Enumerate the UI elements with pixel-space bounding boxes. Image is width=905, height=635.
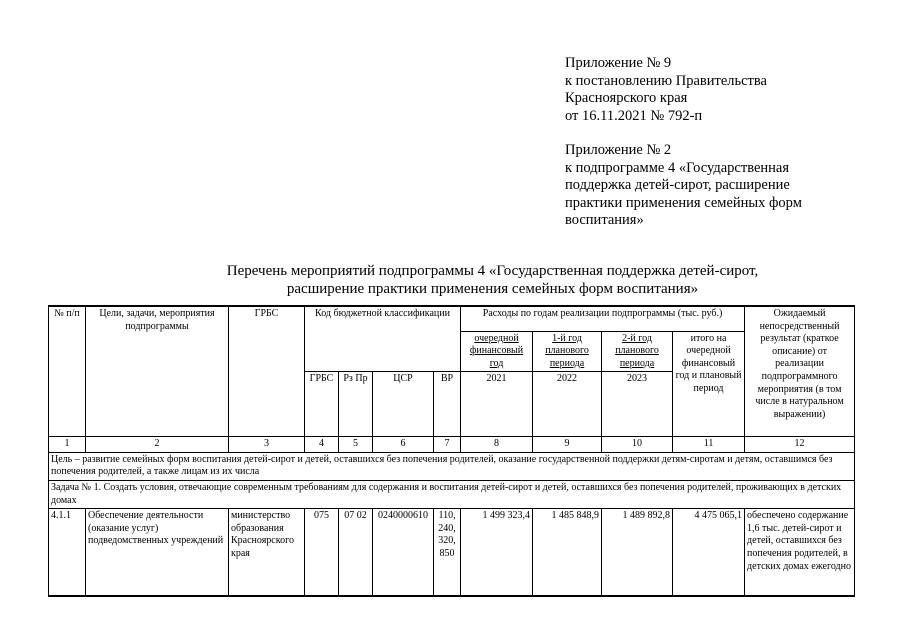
- column-number: 7: [434, 437, 461, 453]
- measures-table: [48, 305, 855, 597]
- header-result: Ожидаемый непосредственный результат (краткое описание) от реализации подпрограммного мероприятия (в том числе в натуральном выражении): [745, 306, 855, 437]
- header-current-year: [461, 331, 533, 372]
- header-budget-spacer: [305, 331, 461, 372]
- appendix-9-block: [565, 55, 767, 125]
- appendix-line: Приложение № 9: [565, 55, 672, 71]
- header-current-year-label: очередной финансовый год: [469, 332, 524, 369]
- task-row: Задача № 1. Создать условия, отвечающие современным требованиям для содержания и воспитания детей-сирот и детей, оставшихся без попечения родителей, проживающих в детских домах: [49, 481, 855, 509]
- document-title: [40, 262, 905, 298]
- header-year-2022: 2022: [533, 372, 602, 437]
- column-number: 9: [533, 437, 602, 453]
- header-rzpr: Рз Пр: [339, 372, 373, 437]
- header-goals: Цели, задачи, мероприятия подпрограммы: [86, 306, 229, 437]
- appendix-line: практики применения семейных форм: [565, 194, 802, 211]
- row-csr: 0240000610: [373, 509, 434, 597]
- row-value-2022: 1 485 848,9: [533, 509, 602, 597]
- header-plan2-label: 2-й год планового периода: [615, 332, 659, 369]
- header-num: № п/п: [49, 306, 86, 437]
- row-grbs-code: 075: [305, 509, 339, 597]
- header-year-2021: 2021: [461, 372, 533, 437]
- column-number: 11: [673, 437, 745, 453]
- header-grbs: ГРБС: [229, 306, 305, 437]
- goal-row: Цель – развитие семейных форм воспитания детей-сирот и детей, оставшихся без попечения родителей, оказание государственной поддержки детям-сиротам и детям, оставшимся без попечения родителей, а также лицам из их числа: [49, 452, 855, 480]
- appendix-line: поддержка детей-сирот, расширение: [565, 177, 790, 193]
- row-grbs: министерство образования Красноярского края: [229, 509, 305, 597]
- header-expenses: Расходы по годам реализации подпрограммы (тыс. руб.): [461, 306, 745, 331]
- column-number: 6: [373, 437, 434, 453]
- header-budget-code: Код бюджетной классификации: [305, 306, 461, 331]
- row-value-2023: 1 489 892,8: [602, 509, 673, 597]
- appendix-line: от 16.11.2021 № 792-п: [565, 107, 703, 124]
- column-number: 12: [745, 437, 855, 453]
- appendix-line: Красноярского края: [565, 90, 688, 106]
- row-vr: 110, 240, 320, 850: [434, 509, 461, 597]
- appendix-line: воспитания»: [565, 212, 644, 228]
- header-plan2: [602, 331, 673, 372]
- column-number: 1: [49, 437, 86, 453]
- row-value-2021: 1 499 323,4: [461, 509, 533, 597]
- column-number: 3: [229, 437, 305, 453]
- title-line: Перечень мероприятий подпрограммы 4 «Государственная поддержка детей-сирот,: [226, 263, 759, 279]
- column-number: 10: [602, 437, 673, 453]
- header-year-2023: 2023: [602, 372, 673, 437]
- header-plan1: [533, 331, 602, 372]
- header-vr: ВР: [434, 372, 461, 437]
- header-csr: ЦСР: [373, 372, 434, 437]
- appendix-2-block: [565, 142, 802, 230]
- appendix-line: Приложение № 2: [565, 142, 672, 158]
- row-measure-name: Обеспечение деятельности (оказание услуг) подведомственных учреждений: [86, 509, 229, 597]
- header-plan1-label: 1-й год планового периода: [545, 332, 589, 369]
- column-number: 2: [86, 437, 229, 453]
- header-total: итого на очередной финансовый год и плановый период: [673, 331, 745, 437]
- header-grbs-code: ГРБС: [305, 372, 339, 437]
- row-result: обеспечено содержание 1,6 тыс. детей-сирот и детей, оставшихся без попечения родителей, в детских домах ежегодно: [745, 509, 855, 597]
- appendix-line: к постановлению Правительства: [565, 72, 767, 89]
- appendix-line: к подпрограмме 4 «Государственная: [565, 159, 790, 176]
- row-rzpr: 07 02: [339, 509, 373, 597]
- column-number: 5: [339, 437, 373, 453]
- title-line: расширение практики применения семейных форм воспитания»: [286, 281, 699, 297]
- row-value-total: 4 475 065,1: [673, 509, 745, 597]
- column-number: 4: [305, 437, 339, 453]
- column-number: 8: [461, 437, 533, 453]
- table-row: [49, 509, 855, 597]
- row-number: 4.1.1: [49, 509, 86, 597]
